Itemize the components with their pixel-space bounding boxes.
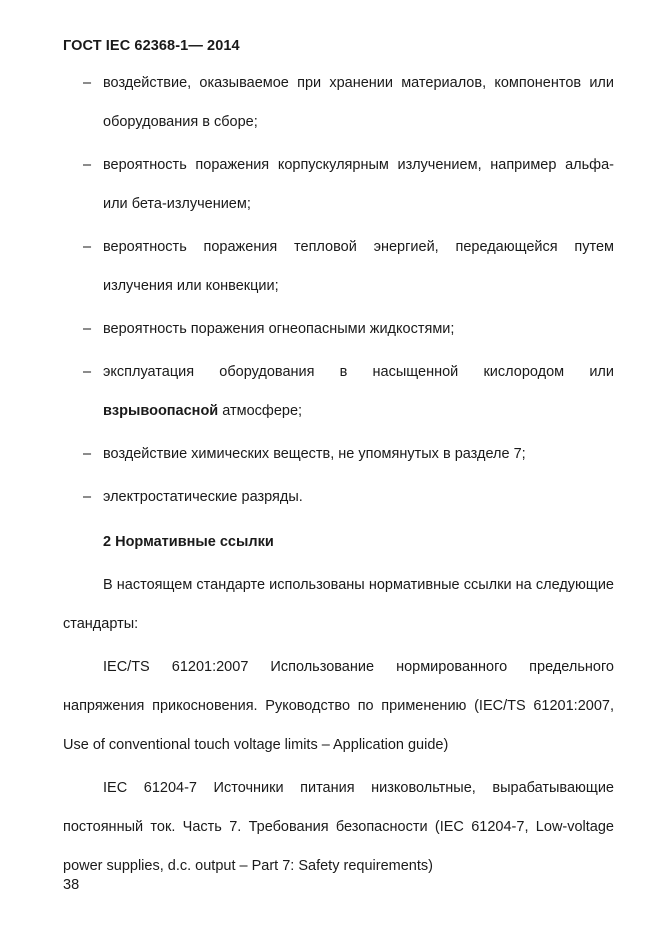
document-header: ГОСТ IEC 62368-1— 2014 <box>63 38 240 54</box>
list-item-text: электростатические разряды. <box>103 489 303 505</box>
section-intro-paragraph: В настоящем стандарте использованы нормативные ссылки на следующие стандарты: <box>63 577 614 632</box>
list-item-text: воздействие, оказываемое при хранении материалов, компонентов или оборудования в сборе; <box>103 75 614 130</box>
list-item <box>63 353 614 431</box>
list-item <box>63 146 614 224</box>
page-content <box>63 64 614 890</box>
list-dash: – <box>83 321 92 337</box>
list-item <box>63 64 614 142</box>
page-number: 38 <box>63 877 80 893</box>
reference-paragraph: IEC/TS 61201:2007 Использование нормированного предельного напряжения прикосновения. Руководство по применению (IEC/TS 61201:2007, Use of conventional touch voltage limits – Application guide) <box>63 659 614 753</box>
reference-paragraph: IEC 61204-7 Источники питания низковольтные, вырабатывающие постоянный ток. Часть 7. Требования безопасности (IEC 61204-7, Low-voltage power supplies, d.c. output – Part 7: Safety requirements) <box>63 780 614 874</box>
list-item-text: воздействие химических веществ, не упомянутых в разделе 7; <box>103 446 526 462</box>
list-item-text: вероятность поражения корпускулярным излучением, например альфа- или бета-излучением; <box>103 157 614 212</box>
list-dash: – <box>83 75 92 91</box>
list-item-text-bold: взрывоопасной <box>103 403 219 419</box>
list-dash: – <box>83 446 92 462</box>
list-item-text <box>103 364 614 419</box>
list-item-text-before: эксплуатация оборудования в насыщенной кислородом или <box>103 364 614 380</box>
list-item <box>63 310 614 349</box>
list-dash: – <box>83 157 92 173</box>
list-item <box>63 228 614 306</box>
list-item <box>63 435 614 474</box>
list-dash: – <box>83 364 92 380</box>
list-item-text: вероятность поражения тепловой энергией, передающейся путем излучения или конвекции; <box>103 239 614 294</box>
list-item-text: вероятность поражения огнеопасными жидкостями; <box>103 321 455 337</box>
list-item-text-after: атмосфере; <box>218 403 303 419</box>
list-item <box>63 478 614 517</box>
section-heading: 2 Нормативные ссылки <box>103 534 274 550</box>
list-dash: – <box>83 239 92 255</box>
list-dash: – <box>83 489 92 505</box>
